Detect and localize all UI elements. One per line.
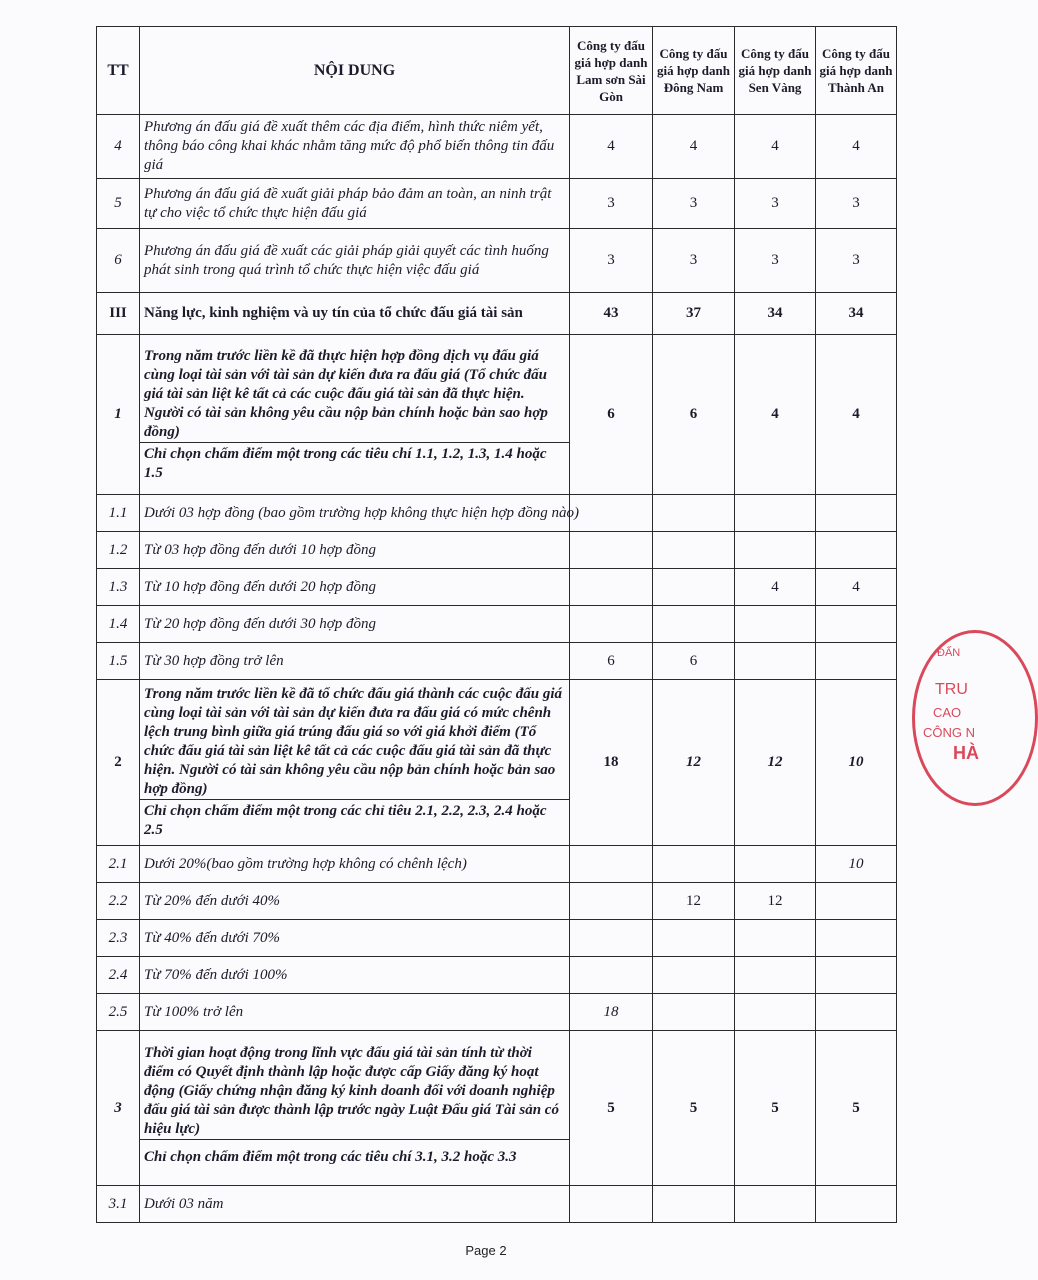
score-cell: 34 [735, 293, 816, 335]
row-tt: 1 [97, 335, 140, 495]
table-row [97, 229, 897, 293]
row-tt: 2.1 [97, 846, 140, 883]
table-row [97, 1186, 897, 1223]
score-cell: 6 [570, 643, 653, 680]
row-content: Phương án đấu giá đề xuất giải pháp bảo đảm an toàn, an ninh trật tự cho việc tổ chức thực hiện đấu giá [140, 179, 570, 229]
row-content: Từ 20 hợp đồng đến dưới 30 hợp đồng [140, 606, 570, 643]
score-cell: 3 [735, 229, 816, 293]
table-row [97, 994, 897, 1031]
score-cell [570, 532, 653, 569]
row-content [140, 1031, 570, 1186]
score-cell: 4 [653, 115, 735, 179]
score-cell [816, 643, 897, 680]
score-cell: 3 [570, 229, 653, 293]
header-company-lam-son: Công ty đấu giá hợp danh Lam sơn Sài Gòn [570, 27, 653, 115]
row-content: Phương án đấu giá đề xuất thêm các địa điểm, hình thức niêm yết, thông báo công khai khác nhằm tăng mức độ phổ biến thông tin đấu giá [140, 115, 570, 179]
header-row [97, 27, 897, 115]
score-cell: 5 [570, 1031, 653, 1186]
score-cell: 34 [816, 293, 897, 335]
score-cell [816, 883, 897, 920]
score-cell [653, 495, 735, 532]
header-tt: TT [97, 27, 140, 115]
score-cell: 12 [735, 680, 816, 846]
score-cell: 12 [653, 883, 735, 920]
score-cell [570, 957, 653, 994]
row-content: Từ 03 hợp đồng đến dưới 10 hợp đồng [140, 532, 570, 569]
score-cell [816, 994, 897, 1031]
row-content: Năng lực, kinh nghiệm và uy tín của tổ chức đấu giá tài sản [140, 293, 570, 335]
score-cell [735, 495, 816, 532]
row-tt: 1.1 [97, 495, 140, 532]
score-cell: 6 [653, 335, 735, 495]
score-cell: 12 [653, 680, 735, 846]
criterion-text: Trong năm trước liền kề đã tổ chức đấu giá thành các cuộc đấu giá cùng loại tài sản với tài sản dự kiến đưa ra đấu giá có mức chênh lệch trung bình giữa giá trúng đấu giá so với giá khởi điểm (Tổ chức đấu giá tài sản liệt kê tất cả các cuộc đấu giá tài sản đã thực hiện. Người có tài sản không yêu cầu nộp bản chính hoặc bản sao hợp đồng) [144, 686, 562, 797]
row-tt: 2 [97, 680, 140, 846]
row-content: Từ 100% trở lên [140, 994, 570, 1031]
table-row [97, 115, 897, 179]
score-cell [653, 920, 735, 957]
score-cell [653, 606, 735, 643]
score-cell: 4 [570, 115, 653, 179]
score-cell: 10 [816, 846, 897, 883]
row-content: Từ 40% đến dưới 70% [140, 920, 570, 957]
table-row [97, 883, 897, 920]
stamp-text: CÔNG N [923, 725, 975, 740]
score-cell [570, 606, 653, 643]
criteria-table [96, 26, 897, 1223]
page-number: Page 2 [465, 1243, 507, 1258]
score-cell: 18 [570, 994, 653, 1031]
row-tt: 1.4 [97, 606, 140, 643]
score-cell: 3 [570, 179, 653, 229]
score-cell: 4 [735, 115, 816, 179]
row-content: Phương án đấu giá đề xuất các giải pháp giải quyết các tình huống phát sinh trong quá trình tổ chức thực hiện việc đấu giá [140, 229, 570, 293]
score-cell: 3 [653, 179, 735, 229]
table-row [97, 957, 897, 994]
score-cell [570, 569, 653, 606]
score-cell [816, 532, 897, 569]
row-content: Từ 30 hợp đồng trở lên [140, 643, 570, 680]
score-cell [570, 846, 653, 883]
row-content: Dưới 03 hợp đồng (bao gồm trường hợp không thực hiện hợp đồng nào) [140, 495, 570, 532]
row-tt: 1.3 [97, 569, 140, 606]
score-cell: 4 [735, 335, 816, 495]
table-row [97, 606, 897, 643]
score-cell [816, 606, 897, 643]
header-company-dong-nam: Công ty đấu giá hợp danh Đông Nam [653, 27, 735, 115]
score-cell: 5 [735, 1031, 816, 1186]
table-row [97, 495, 897, 532]
score-cell: 10 [816, 680, 897, 846]
row-tt: 6 [97, 229, 140, 293]
criterion-text: Thời gian hoạt động trong lĩnh vực đấu giá tài sản tính từ thời điểm có Quyết định thành lập hoặc được cấp Giấy đăng ký hoạt động (Giấy chứng nhận đăng ký kinh doanh đối với doanh nghiệp đấu giá tài sản được thành lập trước ngày Luật Đấu giá Tài sản có hiệu lực) [144, 1044, 559, 1137]
score-cell: 3 [816, 179, 897, 229]
score-cell: 6 [653, 643, 735, 680]
row-tt: 2.3 [97, 920, 140, 957]
score-cell [653, 846, 735, 883]
score-cell [735, 957, 816, 994]
score-cell [653, 957, 735, 994]
header-company-thanh-an: Công ty đấu giá hợp danh Thành An [816, 27, 897, 115]
row-content [140, 335, 570, 495]
score-cell: 6 [570, 335, 653, 495]
row-content: Từ 70% đến dưới 100% [140, 957, 570, 994]
score-cell [570, 883, 653, 920]
table-row [97, 532, 897, 569]
table-row [97, 335, 897, 495]
score-cell [570, 920, 653, 957]
row-content: Dưới 20%(bao gồm trường hợp không có chênh lệch) [140, 846, 570, 883]
score-cell [735, 920, 816, 957]
row-tt: 3 [97, 1031, 140, 1186]
score-cell [735, 643, 816, 680]
score-cell: 4 [816, 335, 897, 495]
stamp-text: TRU [935, 681, 968, 698]
criterion-note: Chỉ chọn chấm điểm một trong các chỉ tiêu 2.1, 2.2, 2.3, 2.4 hoặc 2.5 [140, 799, 569, 840]
score-cell: 4 [816, 569, 897, 606]
score-cell [735, 994, 816, 1031]
score-cell [653, 569, 735, 606]
stamp-text: HÀ [953, 743, 979, 763]
table-row [97, 680, 897, 846]
row-content: Từ 20% đến dưới 40% [140, 883, 570, 920]
score-cell [816, 920, 897, 957]
row-tt: 3.1 [97, 1186, 140, 1223]
criterion-note: Chỉ chọn chấm điểm một trong các tiêu chí 1.1, 1.2, 1.3, 1.4 hoặc 1.5 [140, 442, 569, 483]
header-content: NỘI DUNG [140, 27, 570, 115]
score-cell [816, 495, 897, 532]
score-cell [735, 606, 816, 643]
row-tt: 2.4 [97, 957, 140, 994]
row-tt: 5 [97, 179, 140, 229]
score-cell: 3 [653, 229, 735, 293]
red-seal-stamp [912, 630, 1038, 806]
score-cell [816, 957, 897, 994]
score-cell: 4 [816, 115, 897, 179]
score-cell [816, 1186, 897, 1223]
row-content: Dưới 03 năm [140, 1186, 570, 1223]
stamp-text: CAO [933, 705, 962, 720]
table-row [97, 920, 897, 957]
score-cell [653, 994, 735, 1031]
table-row [97, 643, 897, 680]
row-content: Từ 10 hợp đồng đến dưới 20 hợp đồng [140, 569, 570, 606]
score-cell: 5 [653, 1031, 735, 1186]
table-row [97, 569, 897, 606]
table-row [97, 846, 897, 883]
score-cell [735, 1186, 816, 1223]
score-cell [570, 495, 653, 532]
stamp-text: ĐẤN [937, 647, 961, 659]
score-cell: 12 [735, 883, 816, 920]
row-tt: 4 [97, 115, 140, 179]
score-cell: 3 [735, 179, 816, 229]
table-row [97, 179, 897, 229]
score-cell [735, 532, 816, 569]
criterion-text: Trong năm trước liền kề đã thực hiện hợp đồng dịch vụ đấu giá cùng loại tài sản với tài sản dự kiến đưa ra đấu giá (Tổ chức đấu giá tài sản liệt kê tất cả các cuộc đấu giá tài sản đã thực hiện. Người có tài sản không yêu cầu nộp bản chính hoặc bản sao hợp đồng) [144, 347, 548, 440]
table-row [97, 1031, 897, 1186]
row-tt: III [97, 293, 140, 335]
section-row [97, 293, 897, 335]
row-tt: 1.2 [97, 532, 140, 569]
score-cell [653, 1186, 735, 1223]
header-company-sen-vang: Công ty đấu giá hợp danh Sen Vàng [735, 27, 816, 115]
score-cell: 37 [653, 293, 735, 335]
score-cell: 18 [570, 680, 653, 846]
row-content [140, 680, 570, 846]
score-cell [570, 1186, 653, 1223]
row-tt: 2.2 [97, 883, 140, 920]
row-tt: 1.5 [97, 643, 140, 680]
score-cell: 5 [816, 1031, 897, 1186]
score-cell [653, 532, 735, 569]
score-cell: 4 [735, 569, 816, 606]
score-cell [735, 846, 816, 883]
criterion-note: Chỉ chọn chấm điểm một trong các tiêu chí 3.1, 3.2 hoặc 3.3 [140, 1139, 569, 1173]
score-cell: 3 [816, 229, 897, 293]
score-cell: 43 [570, 293, 653, 335]
row-tt: 2.5 [97, 994, 140, 1031]
